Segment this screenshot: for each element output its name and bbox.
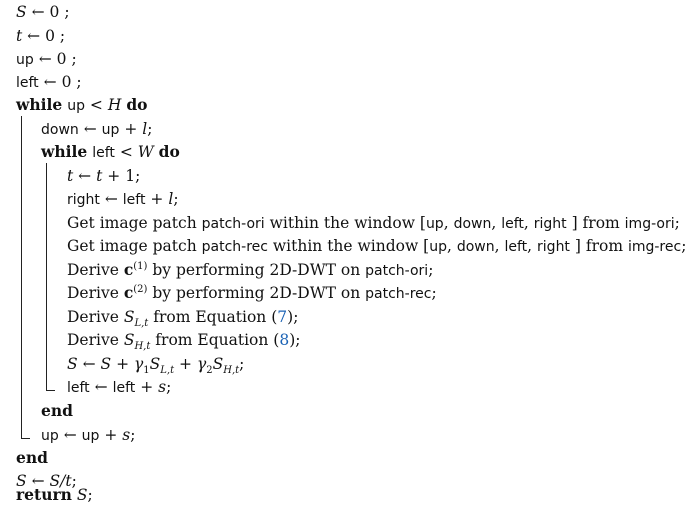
line-derive-c1: Derive $c^{(1)}$ by performing 2D-DWT on patch-ori; [67,260,434,279]
inner-while-rule [46,163,47,391]
line-left-update: left ← left + s; [67,378,172,396]
line-init-s: S ← 0 ; [16,3,70,21]
line-init-left: left ← 0 ; [16,73,82,91]
line-while-outer: while up < H do [16,95,148,114]
line-while-inner: while left < W do [41,142,180,161]
line-derive-sl: Derive $S_{L,t}$ from Equation (7); [67,308,299,330]
line-right-assign: right ← left + l; [67,190,179,208]
equation-7-link[interactable]: 7 [277,308,288,326]
equation-8-link[interactable]: 8 [279,331,290,349]
line-end-inner: end [41,401,73,420]
line-patch-ori: Get image patch patch-ori within the window [up, down, left, right ] from img-ori; [67,214,680,232]
line-return: return S; [16,485,93,504]
inner-while-rule-tick [46,390,55,391]
line-derive-sh: Derive $S_{H,t}$ from Equation (8); [67,331,301,353]
line-up-update: up ← up + s; [41,426,136,444]
line-s-update: S ← $S + \gamma_1S_{L,t} + \gamma_2S_{H,t}$; [67,355,245,377]
outer-while-rule-tick [21,438,30,439]
line-t-inc: t ← t + 1; [67,167,141,185]
line-init-up: up ← 0 ; [16,50,77,68]
line-down-assign: down ← up + l; [41,120,153,138]
line-end-outer: end [16,448,48,467]
line-s-div: S ← S/t; [16,472,77,490]
line-patch-rec: Get image patch patch-rec within the window [up, down, left, right ] from img-rec; [67,237,686,255]
outer-while-rule [21,116,22,439]
line-derive-c2: Derive $c^{(2)}$ by performing 2D-DWT on patch-rec; [67,283,437,302]
line-init-t: t ← 0 ; [16,27,66,45]
